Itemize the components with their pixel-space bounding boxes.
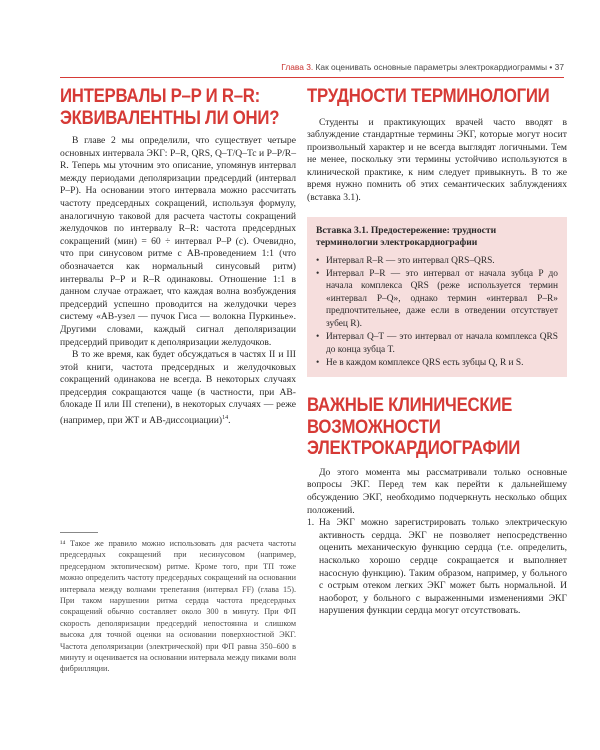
clinical-body xyxy=(307,467,567,618)
header-rule xyxy=(60,77,564,78)
right-column xyxy=(307,86,567,618)
paragraph-text: В то же время, как будет обсуждаться в частях II и III этой книги, частота предсердных и желудочковых сокращений одинакова не всегда. В некоторых случаях предсердия сокращаются чаще (в частности, при АВ-блокаде II или III степени), в некоторых случаях — реже (например, при ЖТ и АВ-диссоциации) xyxy=(60,349,296,427)
paragraph-end: . xyxy=(228,415,231,427)
list-item: • Не в каждом комплексе QRS есть зубцы Q, R и S. xyxy=(316,357,524,368)
heading-line: ВАЖНЫЕ КЛИНИЧЕСКИЕ xyxy=(307,394,513,417)
heading-line: ВОЗМОЖНОСТИ xyxy=(307,415,441,438)
page-number: 37 xyxy=(554,62,564,72)
paragraph xyxy=(60,349,296,428)
list-item: • Интервал P–R — это интервал от начала зубца P до начала комплекса QRS (реже используется термин «интервал P–Q», однако термин «интервал P–R» предпочтительнее, даже если в отведении отсутствует зубец R). xyxy=(316,269,558,329)
footnote-marker: 14 xyxy=(222,415,229,422)
paragraph: До этого момента мы рассматривали только основные вопросы ЭКГ. Перед тем как перейти к дальнейшему обсуждению ЭКГ, необходимо подчеркнуть несколько общих положений. xyxy=(307,466,567,516)
section-heading-terminology: ТРУДНОСТИ ТЕРМИНОЛОГИИ xyxy=(307,85,550,107)
insert-box-3-1 xyxy=(307,217,567,378)
bullet-icon: • xyxy=(316,269,320,280)
bullet-icon: • xyxy=(316,255,320,266)
running-head xyxy=(242,62,564,72)
chapter-label: Глава 3. xyxy=(281,62,314,72)
heading-line: ИНТЕРВАЛЫ P–P И R–R: xyxy=(60,85,260,107)
footnote: ¹⁴ Такое же правило можно использовать для расчета частоты предсердных сокращений при несинусовом (например, предсердном эктопическом) ритме. Кроме того, при ТП тоже можно определить частоту предсердных сокращений на основании интервала между волнами трепетания (интервал FF) (глава 15). При таком нарушении ритма сердца частота предсердных сокращений обычно составляет около 300 в минуту. При ФП скорость деполяризации предсердий непостоянна и слишком высока для точной оценки на основании поверхностной ЭКГ. Частота деполяризации (электрической) при ФП равна 350–600 в минуту и оценивается на основании интервала между пиками волн фибрилляции. xyxy=(60,539,296,674)
footnote-rule xyxy=(60,532,98,533)
running-head-bullet: • xyxy=(547,62,555,72)
bullet-icon: • xyxy=(316,332,320,343)
heading-line: ЭКВИВАЛЕНТНЫ ЛИ ОНИ? xyxy=(60,106,280,129)
list-item: 1. На ЭКГ можно зарегистрировать только электрическую активность сердца. ЭКГ не позволяет непосредственно оценить механическую функцию сердца (т.е. определить, насколько хорошо сердце сокращается и выполняет насосную функцию). Таким образом, например, у больного с острым отеком легких ЭКГ может быть нормальной. И наоборот, у больного с выраженными изменениями ЭКГ нарушения функции сердца могут отсутствовать. xyxy=(307,517,567,617)
bullet-icon: • xyxy=(316,357,320,368)
list-item: • Интервал R–R — это интервал QRS–QRS. xyxy=(316,255,495,266)
insert-box-title: Вставка 3.1. Предостережение: трудности терминологии электрокардиографии xyxy=(316,224,497,248)
chapter-title: Как оценивать основные параметры электрокардиограммы xyxy=(313,62,548,72)
paragraph: Студенты и практикующих врачей часто вводят в заблуждение стандартные термины ЭКГ, которые могут носит произвольный характер и не всегда выглядят логичными. Тем не менее, поскольку эти термины устойчиво используются в клинической практике, к ним следует привыкнуть. В то же время нужно помнить об этих семантических заблуждениях (вставка 3.1). xyxy=(307,116,567,204)
numbered-list xyxy=(307,517,567,618)
intervals-body xyxy=(60,135,296,428)
list-item: • Интервал Q–T — это интервал от начала комплекса QRS до конца зубца T. xyxy=(316,332,558,355)
insert-box-list xyxy=(316,255,558,370)
section-heading-intervals xyxy=(60,85,280,129)
section-heading-clinical xyxy=(307,395,531,460)
paragraph: В главе 2 мы определили, что существует четыре основных интервала ЭКГ: P–R, QRS, Q–T/Q–Tc и P–P/R–R. Теперь мы уточним это описание, упомянув интервал между периодами деполяризации предсердий (интервал P–P). На основании этого интервала можно рассчитать частоту предсердных сокращений, используя формулу, аналогичную таковой для расчета частоты сокращений желудочков по интервалу R–R: частота предсердных сокращений (мин) = 60 ÷ интервал P–P (с). Очевидно, что при синусовом ритме с АВ-проведением 1:1 (что обозначается как нормальный синусовый ритм) интервалы P–P и R–R одинаковы. Отношение 1:1 в данном случае отражает, что каждая волна возбуждения предсердий успешно проводится на желудочки через систему «АВ-узел — пучок Гиса — волокна Пуркинье». Другими словами, каждый сигнал деполяризации предсердий приводит к деполяризации желудочков. xyxy=(60,135,296,348)
terminology-body xyxy=(307,117,567,205)
left-column xyxy=(60,86,296,428)
list-number: 1. xyxy=(307,517,315,529)
heading-line: ЭЛЕКТРОКАРДИОГРАФИИ xyxy=(307,437,521,460)
